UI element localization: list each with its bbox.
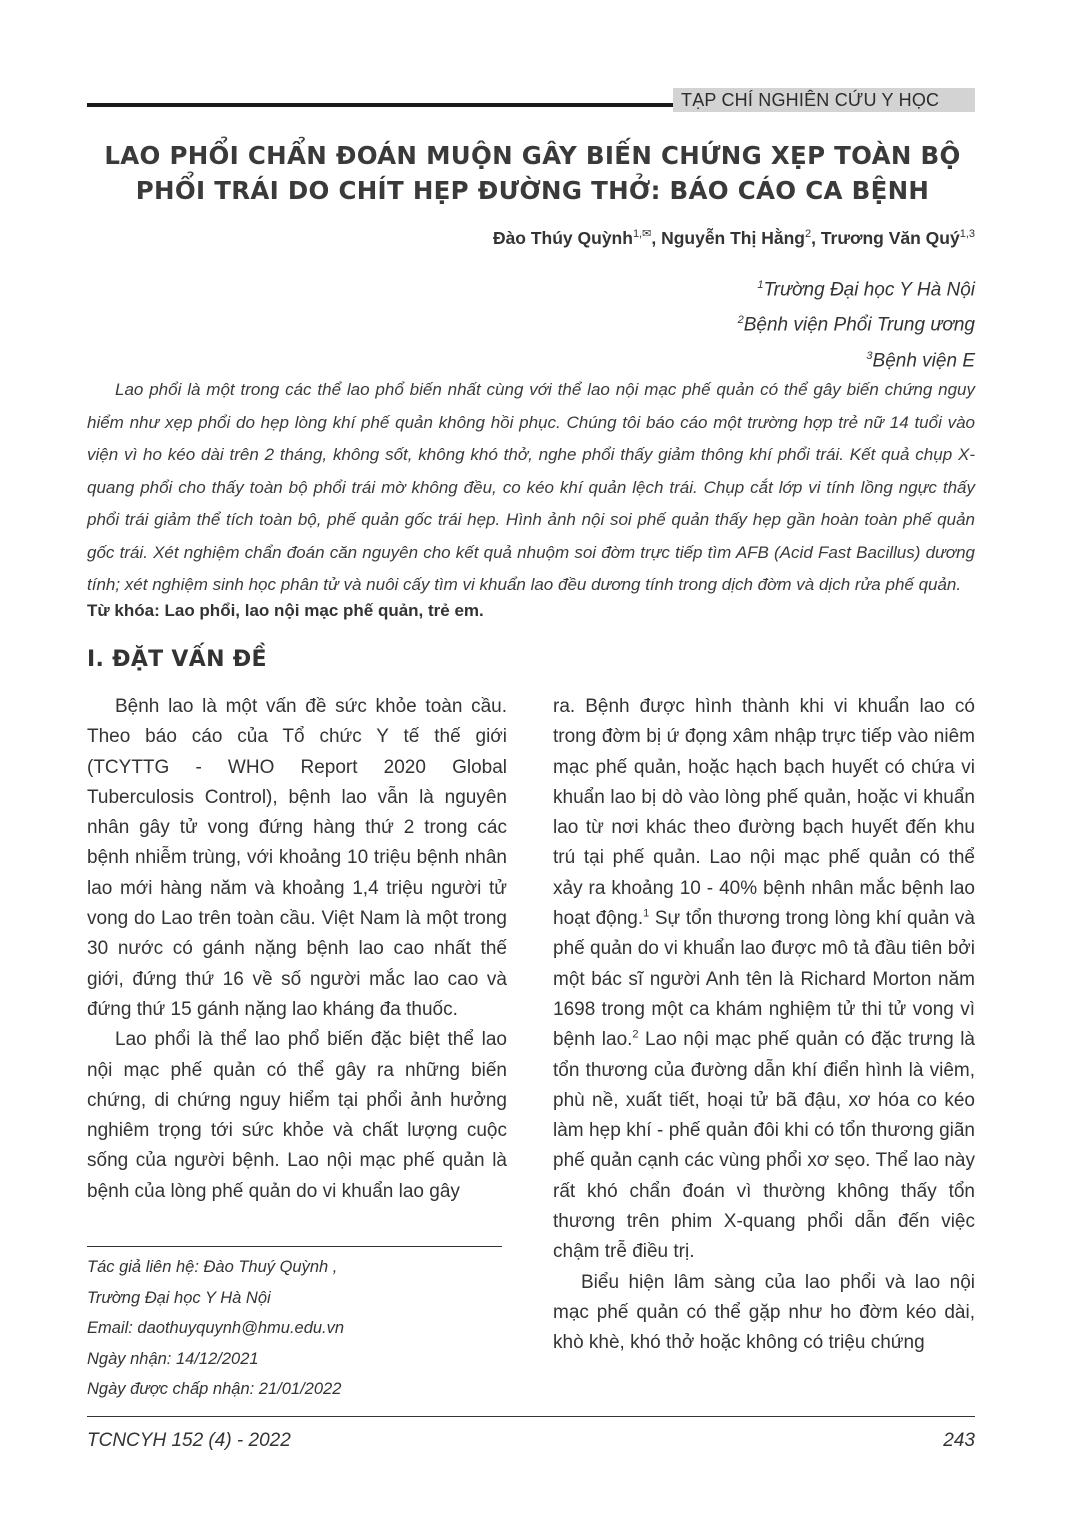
article-title (60, 138, 1005, 208)
affiliation-text: Trường Đại học Y Hà Nội (763, 279, 975, 301)
body-paragraph: Bệnh lao là một vấn đề sức khỏe toàn cầu. Theo báo cáo của Tổ chức Y tế thế giới (TCYTTG - WHO Report 2020 Global Tuberculosis Control), bệnh lao vẫn là nguyên nhân gây tử vong đứng hàng thứ 2 trong các bệnh nhiễm trùng, với khoảng 10 triệu bệnh nhân lao mới hàng năm và khoảng 1,4 triệu người tử vong do Lao trên toàn cầu. Việt Nam là một trong 30 nước có gánh nặng bệnh lao cao nhất thế giới, đứng thứ 16 về số người mắc lao cao và đứng thứ 15 gánh nặng lao kháng đa thuốc. (87, 696, 507, 1020)
section-heading: I. ĐẶT VẤN ĐỀ (87, 647, 267, 672)
author-separator: , (811, 227, 821, 248)
body-paragraph: Lao phổi là thể lao phổ biến đặc biệt thể lao nội mạc phế quản có thể gây ra những biến chứng, di chứng nguy hiểm tại phổi ảnh hưởng nghiêm trọng tới sức khỏe và chất lượng cuộc sống của người bệnh. Lao nội mạc phế quản là bệnh của lòng phế quản do vi khuẩn lao gây (87, 1029, 507, 1202)
paragraph-text: Sự tổn thương trong lòng khí quản và phế quản do vi khuẩn lao được mô tả đầu tiên bởi một bác sĩ người Anh tên là Richard Morton năm 1698 trong một ca khám nghiệm tử thi tử vong vì bệnh lao. (553, 908, 975, 1051)
footnote-contact: Tác giả liên hệ: Đào Thuý Quỳnh , (87, 1258, 338, 1276)
affiliation-list (738, 270, 975, 376)
reference-mark: 2 (632, 1028, 639, 1041)
author-name: Nguyễn Thị Hằng (661, 227, 805, 248)
author-affiliation-mark: 2 (804, 228, 812, 240)
header-rule (87, 103, 687, 107)
author-separator: , (651, 227, 662, 248)
reference-mark: 1 (643, 907, 650, 920)
author-affiliation-mark: 1,✉ (632, 228, 652, 240)
author-list (493, 227, 975, 249)
right-column (553, 692, 975, 1359)
affiliation-number: 2 (737, 314, 744, 327)
keywords: Từ khóa: Lao phổi, lao nội mạc phế quản, trẻ em. (87, 601, 484, 620)
footnote-email: Email: daothuyquynh@hmu.edu.vn (87, 1319, 345, 1337)
footer-rule (87, 1416, 975, 1417)
footnote-rule (87, 1246, 502, 1247)
author-name: Trương Văn Quý (820, 227, 960, 248)
paragraph-text: Lao nội mạc phế quản có đặc trưng là tổn thương của đường dẫn khí điển hình là viêm, phù nề, xuất tiết, hoại tử bã đậu, xơ hóa co kéo làm hẹp khí - phế quản đôi khi có tổn thương giãn phế quản cạnh các vùng phổi xơ sẹo. Thể lao này rất khó chẩn đoán vì thường không thấy tổn thương trên phim X-quang phổi dẫn đến việc chậm trễ điều trị. (553, 1029, 976, 1263)
journal-name-banner: TẠP CHÍ NGHIÊN CỨU Y HỌC (673, 88, 975, 112)
footnote-accepted-date: Ngày được chấp nhận: 21/01/2022 (87, 1380, 342, 1398)
affiliation-item (738, 270, 975, 305)
correspondence-footnote (87, 1252, 344, 1405)
title-line-1: LAO PHỔI CHẨN ĐOÁN MUỘN GÂY BIẾN CHỨNG XẸP TOÀN BỘ (104, 141, 961, 170)
affiliation-text: Bệnh viện Phổi Trung ương (743, 314, 975, 336)
paragraph-text: ra. Bệnh được hình thành khi vi khuẩn lao có trong đờm bị ứ đọng xâm nhập trực tiếp vào niêm mạc phế quản, hoặc hạch bạch huyết có chứa vi khuẩn lao bị dò vào lòng phế quản, hoặc vi khuẩn lao từ nơi khác theo đường bạch huyết đến khu trú tại phế quản. Lao nội mạc phế quản có thể xảy ra khoảng 10 - 40% bệnh nhân mắc bệnh lao hoạt động. (553, 696, 975, 930)
body-paragraph: Biểu hiện lâm sàng của lao phổi và lao nội mạc phế quản có thể gặp như ho đờm kéo dài, khò khè, khó thở hoặc không có triệu chứng (553, 1271, 975, 1354)
page-number: 243 (943, 1430, 975, 1451)
affiliation-item (738, 305, 975, 340)
author-name: Đào Thúy Quỳnh (492, 227, 633, 248)
left-column (87, 692, 507, 1207)
affiliation-item (738, 341, 975, 376)
abstract: Lao phổi là một trong các thể lao phổ biến nhất cùng với thể lao nội mạc phế quản có thể gây biến chứng nguy hiểm như xẹp phổi do hẹp lòng khí phế quản không hồi phục. Chúng tôi báo cáo một trường hợp trẻ nữ 14 tuổi vào viện vì ho kéo dài trên 2 tháng, không sốt, không khó thở, nghe phổi thấy giảm thông khí phổi trái. Kết quả chụp X-quang phổi cho thấy toàn bộ phổi trái mờ không đều, co kéo khí quản lệch trái. Chụp cắt lớp vi tính lồng ngực thấy phổi trái giảm thể tích toàn bộ, phế quản gốc trái hẹp. Hình ảnh nội soi phế quản thấy hẹp gần hoàn toàn phế quản gốc trái. Xét nghiệm chẩn đoán căn nguyên cho kết quả nhuộm soi đờm trực tiếp tìm AFB (Acid Fast Bacillus) dương tính; xét nghiệm sinh học phân tử và nuôi cấy tìm vi khuẩn lao đều dương tính trong dịch đờm và dịch rửa phế quản. (87, 380, 975, 594)
footnote-received-date: Ngày nhận: 14/12/2021 (87, 1349, 259, 1368)
affiliation-number: 3 (866, 349, 873, 362)
footnote-institution: Trường Đại học Y Hà Nội (87, 1288, 271, 1307)
affiliation-text: Bệnh viện E (872, 349, 975, 371)
journal-issue: TCNCYH 152 (4) - 2022 (87, 1430, 291, 1451)
author-affiliation-mark: 1,3 (959, 228, 975, 240)
title-line-2: PHỔI TRÁI DO CHÍT HẸP ĐƯỜNG THỞ: BÁO CÁO CA BỆNH (135, 176, 930, 205)
affiliation-number: 1 (757, 279, 764, 291)
body-paragraph (553, 692, 975, 1268)
